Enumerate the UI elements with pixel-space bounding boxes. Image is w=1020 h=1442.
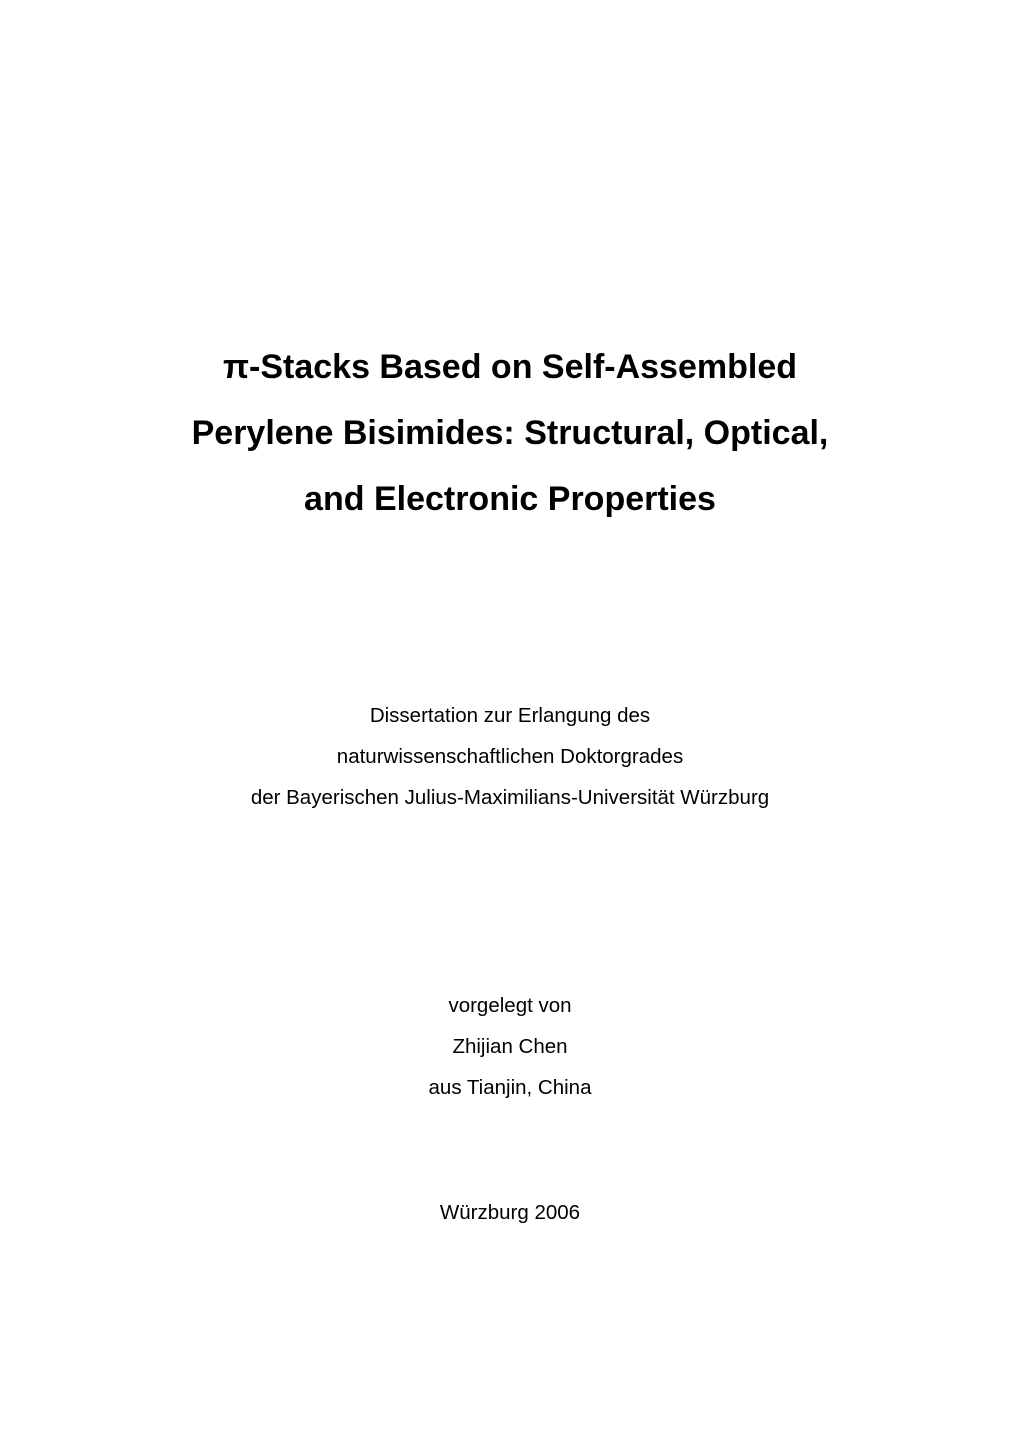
thesis-title-line-1: π-Stacks Based on Self-Assembled (223, 348, 797, 386)
author-line-origin: aus Tianjin, China (428, 1076, 592, 1099)
thesis-title-line-2: Perylene Bisimides: Structural, Optical, (191, 414, 829, 452)
dissertation-statement (0, 695, 1020, 818)
dissertation-line-1: Dissertation zur Erlangung des (369, 704, 651, 727)
dissertation-line-3: der Bayerischen Julius-Maximilians-Universität Würzburg (250, 786, 770, 809)
place-date-line: Würzburg 2006 (439, 1201, 581, 1224)
dissertation-line-2: naturwissenschaftlichen Doktorgrades (336, 745, 684, 768)
thesis-title-line-3: and Electronic Properties (304, 480, 716, 518)
author-line-name: Zhijian Chen (452, 1035, 568, 1058)
author-info (0, 985, 1020, 1108)
author-line-submitted-by: vorgelegt von (448, 994, 572, 1017)
thesis-title (0, 334, 1020, 532)
place-and-year (0, 1192, 1020, 1233)
